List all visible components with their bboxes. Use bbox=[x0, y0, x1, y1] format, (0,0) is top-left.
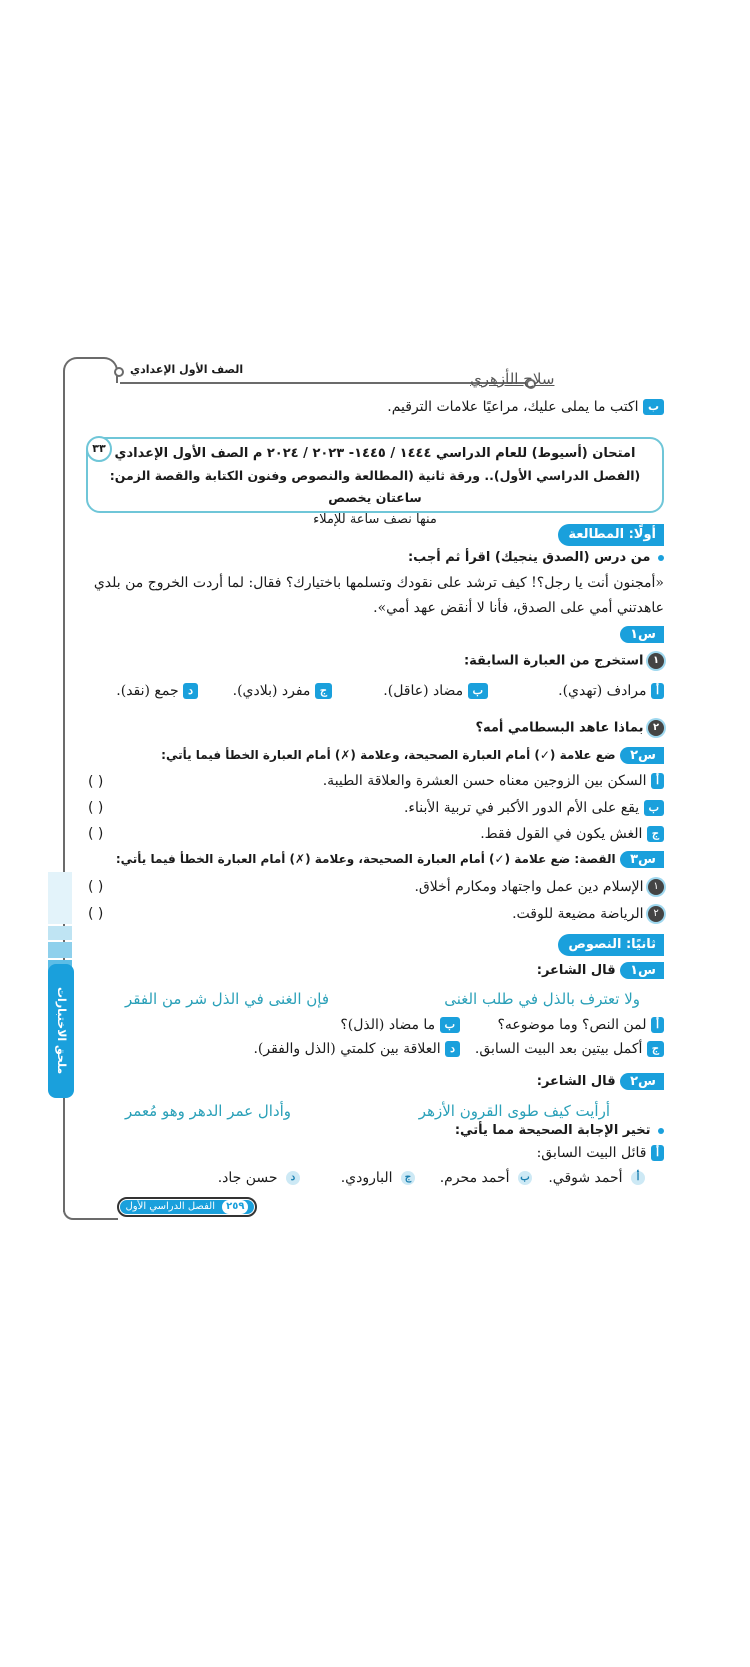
option-text: لمن النص؟ وما موضوعه؟ bbox=[497, 1017, 647, 1033]
choice-text: أحمد محرم. bbox=[439, 1170, 510, 1186]
q2-item-b bbox=[404, 800, 664, 816]
marker-badge: أ bbox=[651, 1145, 664, 1161]
q2-item-a bbox=[323, 773, 664, 789]
bullet-icon bbox=[658, 555, 664, 561]
side-tab bbox=[48, 926, 72, 940]
answer-box[interactable]: ( ) bbox=[88, 826, 104, 842]
frame-corner-bottom bbox=[63, 1210, 118, 1220]
q1-sub2-text: بماذا عاهد البسطامي أمه؟ bbox=[475, 720, 644, 736]
choice-b[interactable] bbox=[440, 1170, 532, 1186]
reading-intro-text: من درس (الصدق ينجيك) اقرأ ثم أجب: bbox=[407, 550, 651, 565]
choose-text: تخير الإجابة الصحيحة مما يأتي: bbox=[454, 1123, 651, 1138]
item-text: الإسلام دين عمل واجتهاد ومكارم أخلاق. bbox=[414, 879, 644, 895]
choice-marker: أ bbox=[631, 1171, 645, 1185]
choice-marker: د bbox=[286, 1171, 300, 1185]
marker-badge: ب bbox=[644, 800, 664, 816]
choose-line bbox=[455, 1123, 664, 1138]
marker-badge: د bbox=[183, 683, 198, 699]
question-pill: س١ bbox=[620, 962, 664, 979]
verse-left: فإن الغنى في الذل شر من الفقر bbox=[125, 990, 330, 1008]
q1-sub1-text: استخرج من العبارة السابقة: bbox=[463, 653, 644, 669]
question-pill: س٣ bbox=[620, 851, 664, 868]
sub-text: قائل البيت السابق: bbox=[536, 1145, 647, 1161]
item-text: الغش يكون في القول فقط. bbox=[480, 826, 643, 842]
texts-q1-intro: قال الشاعر: bbox=[536, 963, 616, 978]
exam-line-1: امتحان (أسيوط) للعام الدراسي ١٤٤٤ / ١٤٤٥- ٢٠٢٣ / ٢٠٢٤ م الصف الأول الإعدادي bbox=[114, 446, 636, 461]
side-tab bbox=[48, 942, 72, 958]
answer-box[interactable]: ( ) bbox=[88, 800, 104, 816]
option-text: مرادف (تهدي). bbox=[558, 683, 647, 699]
choice-text: أحمد شوقي. bbox=[548, 1170, 623, 1186]
option-text: مضاد (عاقل). bbox=[383, 683, 464, 699]
answer-box[interactable]: ( ) bbox=[88, 879, 104, 895]
footer-inner bbox=[120, 1200, 254, 1214]
q3-item-2 bbox=[512, 906, 664, 922]
verse-right: أرأيت كيف طوى القرون الأزهر bbox=[418, 1102, 610, 1120]
question-pill: س٢ bbox=[620, 1073, 664, 1090]
q1-option-b bbox=[383, 683, 488, 699]
q3-header bbox=[116, 851, 664, 868]
option-text: العلاقة بين كلمتي (الذل والفقر). bbox=[253, 1041, 441, 1057]
option-text: مفرد (بلادي). bbox=[232, 683, 311, 699]
choice-text: البارودي. bbox=[340, 1170, 393, 1186]
number-badge: ١ bbox=[648, 653, 664, 669]
q1-option-d bbox=[116, 683, 198, 699]
option-text: أكمل بيتين بعد البيت السابق. bbox=[474, 1041, 643, 1057]
reading-intro bbox=[408, 550, 664, 565]
choice-c[interactable] bbox=[341, 1170, 415, 1186]
marker-badge: د bbox=[445, 1041, 460, 1057]
marker-badge: ج bbox=[647, 1041, 664, 1057]
exam-header-box bbox=[86, 437, 664, 527]
q1-option-c bbox=[233, 683, 332, 699]
marker-badge: ب bbox=[468, 683, 488, 699]
verse-right: ولا تعترف بالذل في طلب الغنى bbox=[444, 990, 640, 1008]
answer-box[interactable]: ( ) bbox=[88, 774, 104, 790]
texts-q1-header bbox=[537, 962, 664, 979]
answer-box[interactable]: ( ) bbox=[88, 906, 104, 922]
texts-q1-option-c bbox=[475, 1041, 664, 1057]
texts-q1-option-b bbox=[340, 1017, 460, 1033]
item-text: السكن بين الزوجين معناه حسن العشرة والعلاقة الطيبة. bbox=[322, 773, 647, 789]
q1-sub2 bbox=[475, 720, 664, 736]
texts-q2-header bbox=[537, 1073, 664, 1090]
marker-badge: ب bbox=[643, 399, 664, 415]
verse-left: وأدال عمر الدهر وهو مُعمر bbox=[125, 1102, 292, 1120]
choice-a[interactable] bbox=[548, 1170, 645, 1186]
marker-badge: ج bbox=[315, 683, 332, 699]
brand-logo: سلاح الأزهري bbox=[470, 370, 555, 388]
option-text: ما مضاد (الذل)؟ bbox=[340, 1017, 436, 1033]
choice-d[interactable] bbox=[218, 1170, 300, 1186]
q1-sub1 bbox=[464, 653, 664, 669]
exam-line-3: منها نصف ساعة للإملاء bbox=[313, 512, 437, 527]
number-badge: ١ bbox=[648, 879, 664, 895]
footer-badge bbox=[117, 1197, 257, 1217]
marker-badge: ب bbox=[440, 1017, 460, 1033]
choice-marker: ب bbox=[518, 1171, 532, 1185]
q2-header bbox=[161, 747, 664, 764]
header-grade: الصف الأول الإعدادي bbox=[130, 363, 244, 376]
number-badge: ٢ bbox=[648, 720, 664, 736]
section-title-texts: ثانيًا: النصوص bbox=[558, 934, 664, 956]
frame-dot-icon bbox=[114, 367, 124, 377]
instruction-text: اكتب ما يملى عليك، مراعيًا علامات الترقيم. bbox=[387, 399, 639, 415]
number-badge: ٢ bbox=[648, 906, 664, 922]
frame-corner-top bbox=[63, 357, 118, 383]
item-text: الرياضة مضيعة للوقت. bbox=[512, 906, 644, 922]
section-title-reading: أولًا: المطالعة bbox=[558, 524, 664, 546]
choice-text: حسن جاد. bbox=[217, 1170, 278, 1186]
texts-q2-intro: قال الشاعر: bbox=[536, 1074, 616, 1089]
bullet-icon bbox=[658, 1128, 664, 1134]
instruction-line bbox=[387, 399, 664, 415]
question-pill: س١ bbox=[620, 626, 664, 643]
item-text: يقع على الأم الدور الأكبر في تربية الأبناء. bbox=[403, 800, 640, 816]
page-number: ٢٥٩ bbox=[222, 1200, 248, 1214]
exam-number-badge: ٣٣ bbox=[86, 436, 112, 462]
marker-badge: أ bbox=[651, 1017, 664, 1033]
marker-badge: ج bbox=[647, 826, 664, 842]
passage-line-2: عاهدتني أمي على الصدق، فأنا لا أنقض عهد أمي». bbox=[373, 600, 664, 616]
marker-badge: أ bbox=[651, 773, 664, 789]
passage-line-1: «أمجنون أنت يا رجل؟! كيف ترشد على نقودك وتسلمها باختيارك؟ فقال: لما أردت الخروج من بلدي bbox=[93, 575, 664, 591]
question-pill: س٢ bbox=[620, 747, 664, 764]
q1-label bbox=[620, 626, 664, 643]
footer-label: الفصل الدراسي الأول bbox=[125, 1201, 215, 1212]
texts-q1-option-d bbox=[253, 1041, 460, 1057]
q2-text: ضع علامة (✓) أمام العبارة الصحيحة، وعلامة (✗) أمام العبارة الخطأ فيما يأتي: bbox=[161, 748, 616, 762]
exam-line-2: (الفصل الدراسي الأول).. ورقة ثانية (المطالعة والنصوص وفنون الكتابة والقصة الزمن: ساعتان يخصص bbox=[109, 468, 641, 505]
choice-marker: ج bbox=[401, 1171, 415, 1185]
q2-item-c bbox=[480, 826, 664, 842]
side-tabs bbox=[48, 872, 74, 978]
option-text: جمع (نقد). bbox=[116, 683, 179, 699]
q3-text: القصة: ضع علامة (✓) أمام العبارة الصحيحة، وعلامة (✗) أمام العبارة الخطأ فيما يأتي: bbox=[115, 852, 616, 866]
q1-option-a bbox=[558, 683, 664, 699]
q3-item-1 bbox=[414, 879, 664, 895]
side-tab-appendix: ملحق الاختبارات bbox=[48, 964, 74, 1098]
texts-q2-sub bbox=[537, 1145, 664, 1161]
side-tab bbox=[48, 872, 72, 924]
texts-q1-option-a bbox=[497, 1017, 664, 1033]
marker-badge: أ bbox=[651, 683, 664, 699]
